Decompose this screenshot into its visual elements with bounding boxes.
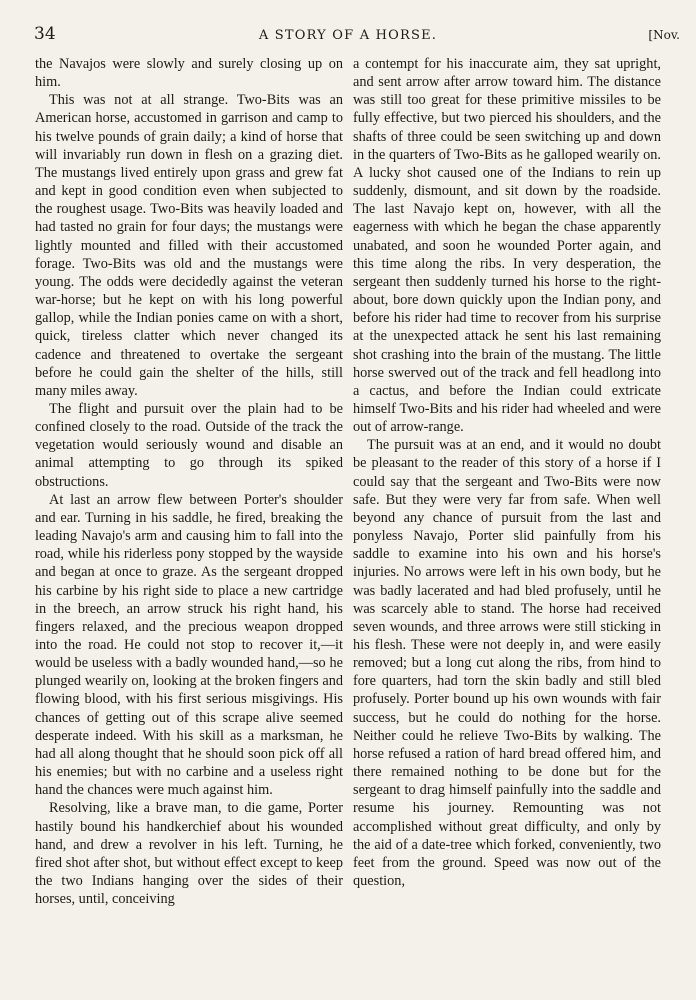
paragraph: the Navajos were slowly and surely closing up on him.: [35, 56, 343, 91]
paragraph: The pursuit was at an end, and it would no doubt be pleasant to the reader of this story of a horse if I could say that the sergeant and Two-Bits were now safe. But they were very far from safe. When well beyond any chance of pursuit from the last and ponyless Navajo, Porter slid painfully from his saddle to examine into his own and his horse's injuries. No arrows were left in his own body, but he was badly lacerated and had bled profusely, until he was scarcely able to stand. The horse had received seven wounds, and three arrows were still sticking in his flesh. These were not deeply in, and were easily removed; but a long cut along the ribs, from hind to fore quarters, had torn the skin badly and still bled profusely. Porter bound up his own wounds with fair success, but he could do nothing for the horse. Neither could he relieve Two-Bits by walking. The horse refused a ration of hard bread offered him, and there remained nothing to be done but for the sergeant to drag himself painfully into the saddle and resume his journey. Remounting was not accomplished without great difficulty, and only by the aid of a date-tree which forked, conveniently, two feet from the ground. Speed was now out of the question,: [353, 437, 661, 890]
issue-month: [Nov.: [648, 28, 680, 42]
page-header: [0, 0, 696, 44]
paragraph: This was not at all strange. Two-Bits was an American horse, accustomed in garrison and camp to his twelve pounds of grain daily; a kind of horse that will invariably run down in flesh on a grazing diet. The mustangs lived entirely upon grass and grew fat and kept in good condition even when subjected to the roughest usage. Two-Bits was heavily loaded and had tasted no grain for four days; the mustangs were lightly mounted and filled with their accustomed forage. Two-Bits was old and the mustangs were young. The odds were decidedly against the veteran war-horse; but he kept on with his long powerful gallop, while the Indian ponies came on with a short, quick, tireless clatter which never changed its cadence and threatened to overtake the sergeant before he could gain the shelter of the hills, still many miles away.: [35, 92, 343, 399]
running-title: A STORY OF A HORSE.: [258, 28, 438, 43]
paragraph: At last an arrow flew between Porter's shoulder and ear. Turning in his saddle, he fired, breaking the leading Navajo's arm and causing him to fall into the road, while his riderless pony stopped by the wayside and began at once to graze. As the sergeant dropped his carbine by his right side to place a new cartridge in the breech, an arrow struck his right hand, his fingers relaxed, and the precious weapon dropped into the road. He could not stop to recover it,—it would be useless with a badly wounded hand,—so he plunged wearily on, looking at the broken fingers and flowing blood, with his first serious misgivings. His chances of getting out of this scrape alive seemed desperate indeed. With his skill as a marksman, he had all along thought that he should soon pick off all his enemies; but with no carbine and a useless right hand the chances were much against him.: [35, 491, 343, 799]
paragraph: a contempt for his inaccurate aim, they sat upright, and sent arrow after arrow toward him. The distance was still too great for these primitive missiles to be fully effective, but two pierced his shoulders, and the shafts of three could be seen switching up and down in the quarters of Two-Bits as he galloped wearily on. A lucky shot caused one of the Indians to rein up suddenly, dismount, and sit down by the roadside. The last Navajo kept on, however, with all the eagerness with which he began the chase apparently unabated, and soon he wounded Porter again, and this time along the ribs. In very desperation, the sergeant then suddenly turned his horse to the right-about, bore down quickly upon the Indian pony, and before his rider had time to recover from his surprise at the unexpected attack he sent his last remaining shot crashing into the brain of the mustang. The little horse swerved out of the track and fell headlong into a cactus, and before the Indian could extricate himself Two-Bits and his rider had wheeled and were out of arrow-range.: [353, 56, 661, 436]
left-column: [35, 55, 343, 908]
page-number: 34: [34, 24, 56, 44]
paragraph: Resolving, like a brave man, to die game, Porter hastily bound his handkerchief about his wounded hand, and drew a revolver in his left. Turning, he fired shot after shot, but without effect except to keep the two Indians hanging over the sides of their horses, until, conceiving: [35, 800, 343, 908]
paragraph: The flight and pursuit over the plain had to be confined closely to the road. Outside of the track the vegetation would seriously wound and disable an animal attempting to go through its spiked obstructions.: [35, 400, 343, 490]
right-column: [353, 55, 661, 890]
